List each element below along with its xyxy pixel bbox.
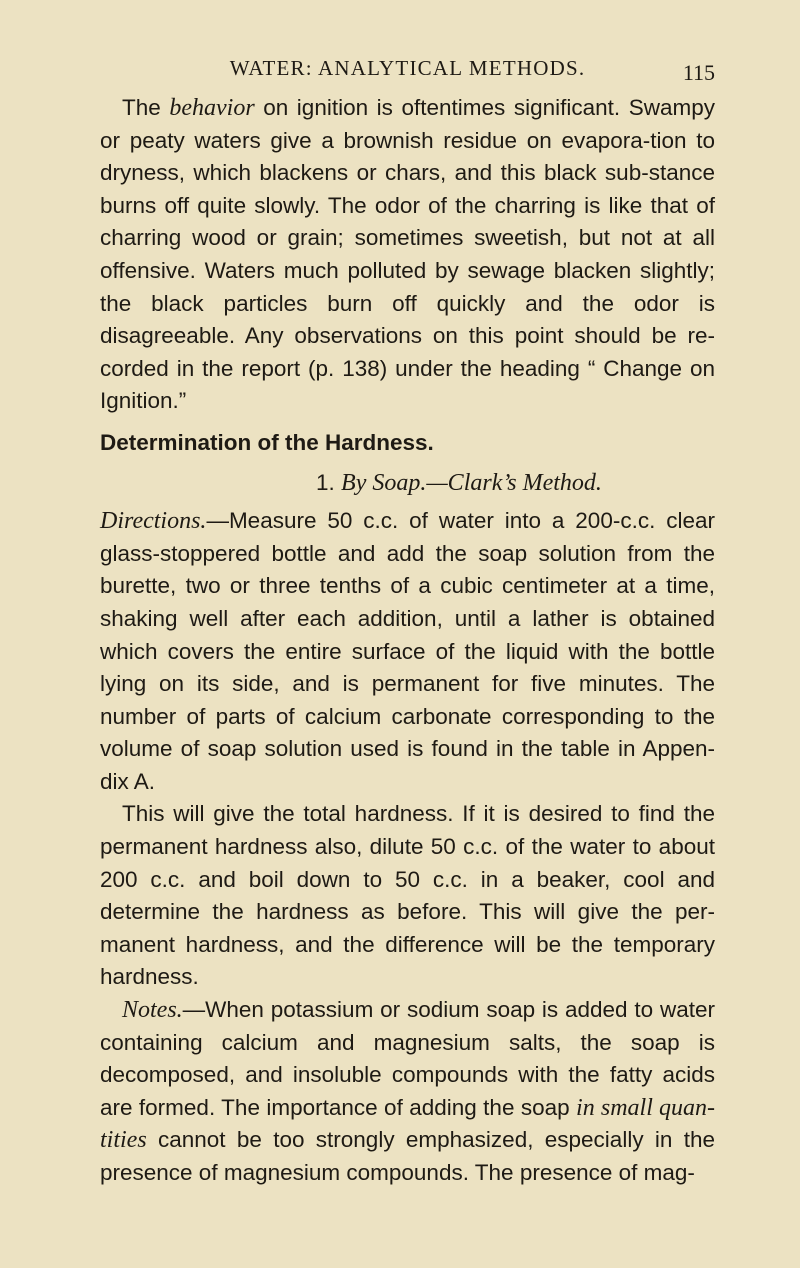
text-run: The <box>122 95 170 120</box>
page-header <box>100 56 715 86</box>
directions-text: —Measure 50 c.c. of water into a 200-c.c. clear glass-stoppered bottle and add the soap solution from the burette, two or three tenths of a cubic centimeter at a time, shaking well after each addition, until a lather is obtained which covers the entire surface of the liquid with the bottle lying on its side, and is permanent for five minutes. The number of parts of calcium carbonate corresponding to the volume of soap solution used is found in the table in Appen-dix A. <box>100 508 715 794</box>
paragraph-total-hardness: This will give the total hardness. If it is desired to find the permanent hardness also, dilute 50 c.c. of the water to about 200 c.c. and boil down to 50 c.c. in a beaker, cool and determine the hardness as before. This will give the per-manent hardness, and the difference will be the temporary hardness. <box>100 801 715 990</box>
running-head: WATER: ANALYTICAL METHODS. <box>229 56 586 80</box>
section-heading: Determination of the Hardness. <box>100 429 434 455</box>
italic-term: behavior <box>169 95 255 121</box>
method-subheading <box>100 467 715 500</box>
body-text <box>100 92 715 1190</box>
method-title: By Soap.—Clark’s Method. <box>341 469 602 496</box>
text-run: on ignition is oftentimes significant. Swampy or peaty waters give a brownish residue on evapora-tion to dryness, which blackens or chars, and this black sub-stance burns off quite slowly. The odor of the charring is like that of charring wood or grain; sometimes sweetish, but not at all offensive. Waters much polluted by sewage blacken slightly; the black particles burn off quickly and the odor is disagreeable. Any observations on this point should be re-corded in the report (p. 138) under the heading “ Change on Ignition.” <box>100 95 715 414</box>
paragraph-directions <box>100 505 715 798</box>
italic-emphasis: in small quan-tities <box>100 1094 716 1154</box>
text-run: cannot be too strongly emphasized, especially in the presence of magnesium compounds. The presence of mag- <box>100 1127 715 1185</box>
paragraph-notes <box>100 994 715 1190</box>
paragraph-behavior-on-ignition <box>100 92 715 418</box>
page-number: 115 <box>682 60 715 85</box>
notes-label: Notes. <box>122 997 183 1024</box>
directions-label: Directions. <box>100 508 207 535</box>
method-number: 1. <box>316 469 342 495</box>
text-run: —When potassium or sodium soap is added to water containing calcium and magnesium salts, the soap is decomposed, and insoluble compounds with the fatty acids are formed. The importance of adding the soap <box>100 997 715 1120</box>
